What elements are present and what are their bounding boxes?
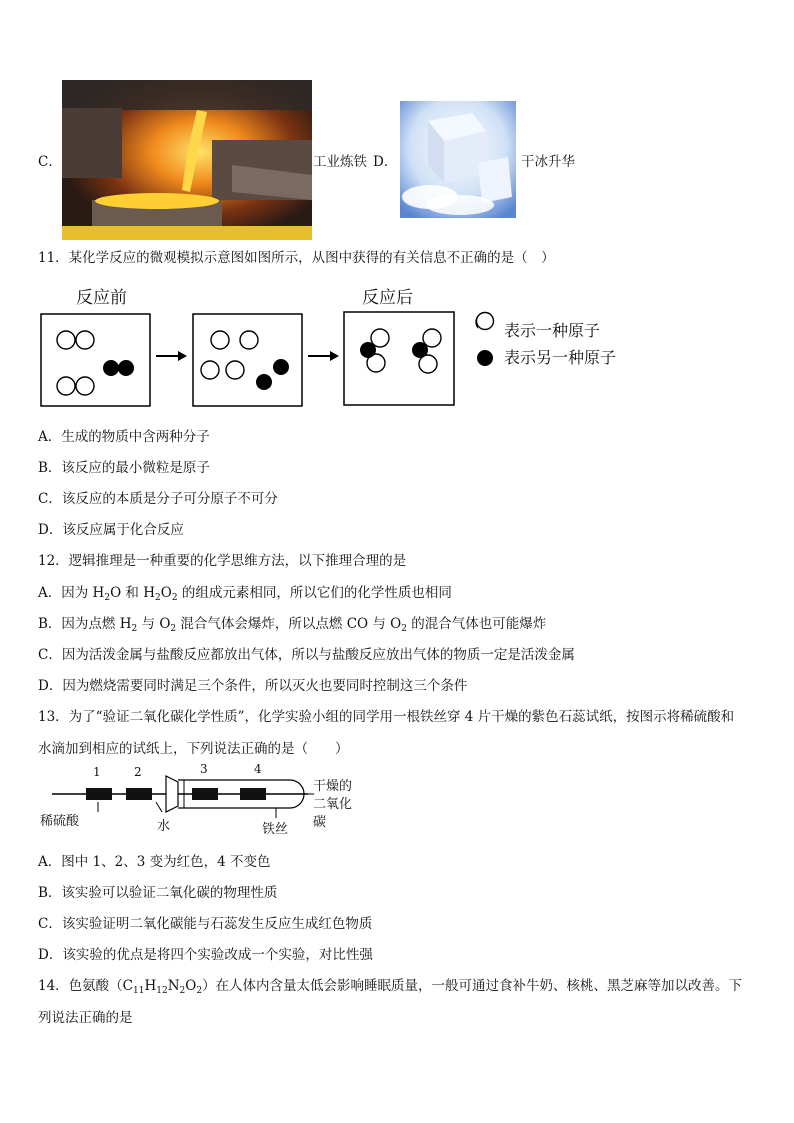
q13-option-c: C．该实验证明二氧化碳能与石蕊发生反应生成红色物质: [38, 916, 373, 932]
q11-option-d: D．该反应属于化合反应: [38, 522, 184, 538]
paper-label-3: 3: [200, 762, 208, 776]
legend-open-text: 表示一种原子: [504, 321, 601, 340]
label-water: 水: [157, 819, 171, 834]
label-dry-co2: 干燥的 二氧化 碳: [313, 779, 353, 830]
option-c-text: 工业炼铁: [313, 154, 367, 170]
q14-stem-line2: 列说法正确的是: [38, 1010, 133, 1026]
q13-option-b: B．该实验可以验证二氧化碳的物理性质: [38, 885, 278, 901]
q12-option-a: A．因为 $H_2O$ 和 $H_2O_2$ 的组成元素相同，所以它们的化学性质也相同: [38, 585, 452, 603]
q12-stem: 12．逻辑推理是一种重要的化学思维方法，以下推理合理的是: [38, 553, 407, 569]
option-d-text: 干冰升华: [521, 154, 575, 170]
dry-ice-photo: [400, 101, 516, 218]
reaction-diagram: [38, 310, 478, 410]
label-iron-wire: 铁丝: [262, 822, 289, 837]
q13-option-d: D．该实验的优点是将四个实验改成一个实验，对比性强: [38, 947, 373, 963]
q13-stem-line1: 13．为了“验证二氧化碳化学性质”，化学实验小组的同学用一根铁丝穿 4 片干燥的紫色石蕊试纸，按图示将稀硫酸和: [38, 709, 735, 725]
legend-filled-text: 表示另一种原子: [504, 348, 617, 367]
q11-option-a: A．生成的物质中含两种分子: [38, 429, 210, 445]
q12-option-c: C．因为活泼金属与盐酸反应都放出气体，所以与盐酸反应放出气体的物质一定是活泼金属: [38, 647, 575, 663]
q11-option-c: C．该反应的本质是分子可分原子不可分: [38, 491, 278, 507]
option-c-letter: C．: [38, 154, 62, 170]
q14-stem-line1: 14．色氨酸$(C_{11}H_{12}N_2O_2)$在人体内含量太低会影响睡眠质量，一般可通过食补牛奶、核桃、黑芝麻等加以改善。下: [38, 978, 743, 996]
paper-label-1: 1: [93, 765, 101, 779]
after-label: 反应后: [362, 288, 413, 308]
q13-stem-line2: 水滴加到相应的试纸上，下列说法正确的是（ ）: [38, 741, 349, 757]
paper-label-2: 2: [134, 765, 142, 779]
q13-option-a: A．图中 1、2、3 变为红色，4 不变色: [38, 854, 271, 870]
legend-symbols: [474, 310, 496, 370]
before-label: 反应前: [76, 288, 127, 308]
label-sulfuric-acid: 稀硫酸: [40, 814, 80, 829]
iron-smelting-photo: [62, 80, 312, 240]
paper-label-4: 4: [254, 762, 262, 776]
q12-option-d: D．因为燃烧需要同时满足三个条件，所以灭火也要同时控制这三个条件: [38, 678, 468, 694]
option-d-letter: D．: [373, 154, 398, 170]
q11-stem: 11．某化学反应的微观模拟示意图如图所示，从图中获得的有关信息不正确的是（ ）: [38, 250, 555, 266]
q12-option-b: B．因为点燃 $H_2$ 与 $O_2$ 混合气体会爆炸，所以点燃 CO 与 $O_2$ 的混合气体也可能爆炸: [38, 616, 547, 634]
q11-option-b: B．该反应的最小微粒是原子: [38, 460, 210, 476]
